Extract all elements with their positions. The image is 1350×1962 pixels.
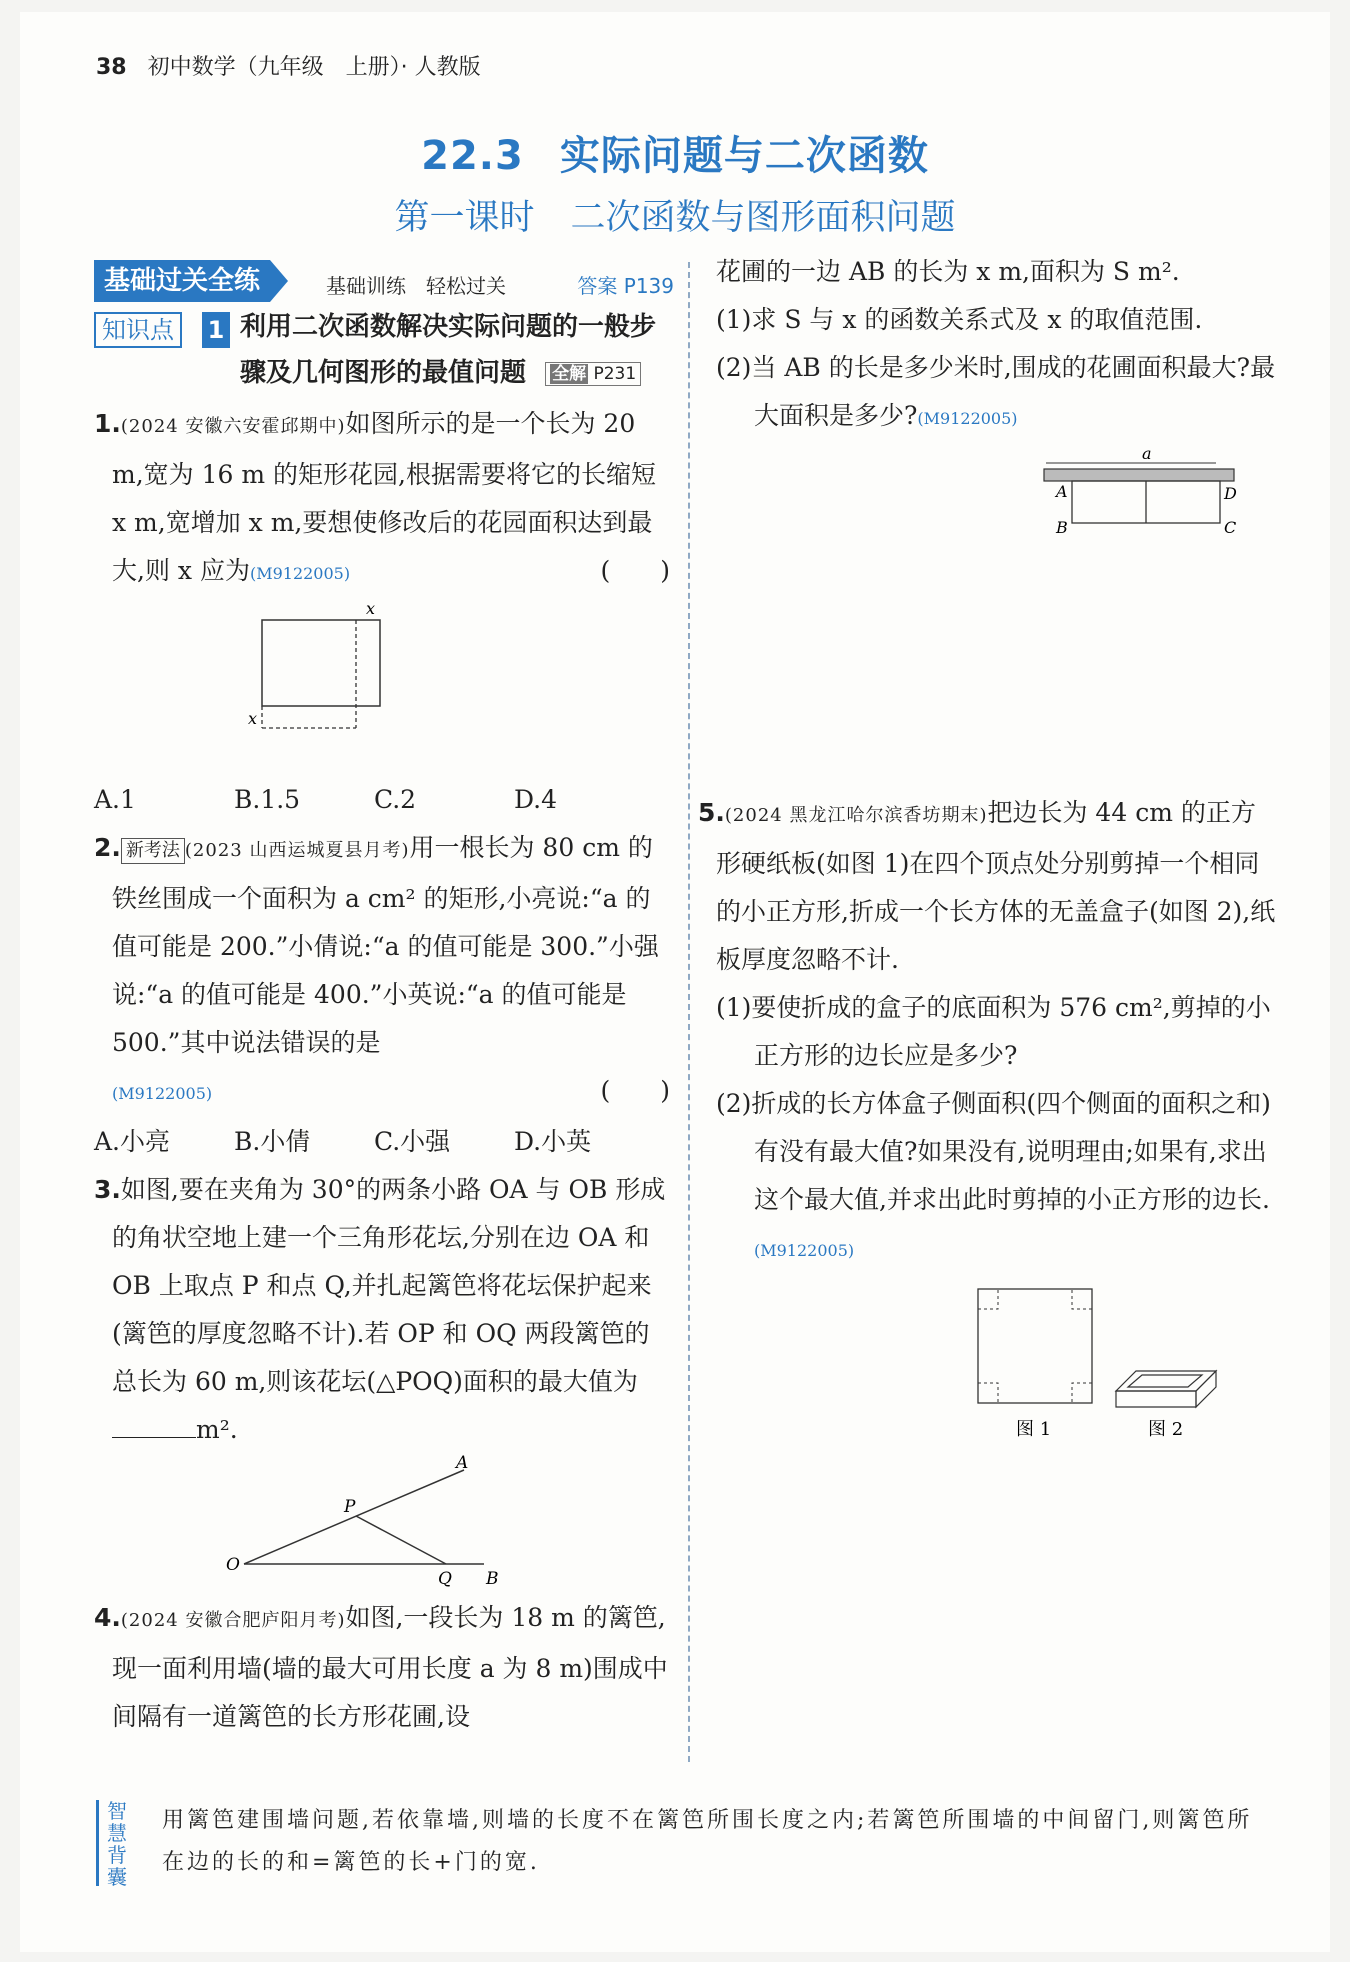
question-5-part-1: (1)要使折成的盒子的底面积为 576 cm²,剪掉的小正方形的边长应是多少? xyxy=(716,993,1271,1070)
svg-text:A: A xyxy=(1056,482,1068,501)
option-a[interactable]: A.小亮 xyxy=(94,1127,171,1156)
ray-oa xyxy=(244,1470,464,1564)
full-solution-ref: 全解 P231 xyxy=(545,362,641,386)
lesson-label: 第一课时 xyxy=(394,198,535,238)
knowledge-badge: 知识点 xyxy=(94,312,182,348)
options-2 xyxy=(94,1118,674,1166)
open-box xyxy=(1116,1371,1216,1407)
question-2: 2. 新考法 (2023 山西运城夏县月考)用一根长为 80 cm 的铁丝围成一个面积为 a cm² 的矩形,小亮说:“a 的值可能是 200.”小倩说:“a 的值可能是 300.”小强说:“a 的值可能是 400.”小英说:“a 的值可能是 500.”其中说法错误的是 (M9122005) ( ) xyxy=(94,824,674,1118)
svg-text:a: a xyxy=(1142,444,1152,463)
answer-paren: ( ) xyxy=(600,556,670,585)
question-code: (M9122005) xyxy=(249,564,351,583)
question-text: 如图所示的是一个长为 20 m,宽为 16 m 的矩形花园,根据需要将它的长缩短 x m,宽增加 x m,要想使修改后的花园面积达到最大,则 x 应为 xyxy=(112,409,656,585)
question-3: 3.如图,要在夹角为 30°的两条小路 OA 与 OB 形成的角状空地上建一个三角形花坛,分别在边 OA 和 OB 上取点 P 和点 Q,并扎起篱笆将花坛保护起来(篱笆的厚度忽略不计).若 OP 和 OQ 两段篱笆的总长为 60 m,则该花坛(△POQ)面积的最大值为m². xyxy=(94,1175,666,1444)
question-source: (2024 黑龙江哈尔滨香坊期末) xyxy=(724,805,988,826)
svg-text:B: B xyxy=(486,1569,499,1589)
lesson-topic: 二次函数与图形面积问题 xyxy=(570,198,956,238)
figure-1-label: 图 1 xyxy=(1016,1419,1052,1440)
svg-text:O: O xyxy=(226,1555,240,1575)
question-4-continued: 花圃的一边 AB 的长为 x m,面积为 S m². xyxy=(716,257,1180,286)
question-text: 用一根长为 80 cm 的铁丝围成一个面积为 a cm² 的矩形,小亮说:“a 的值可能是 200.”小倩说:“a 的值可能是 300.”小强说:“a 的值可能是 400.”小英说:“a 的值可能是 500.”其中说法错误的是 xyxy=(112,833,659,1057)
question-text: 把边长为 44 cm 的正方形硬纸板(如图 1)在四个顶点处分别剪掉一个相同的小正方形,折成一个长方体的无盖盒子(如图 2),纸板厚度忽略不计. xyxy=(716,798,1276,974)
tip-text: 用篱笆建围墙问题,若依靠墙,则墙的长度不在篱笆所围长度之内;若篱笆所围墙的中间留门,则篱笆所在边的长的和=篱笆的长+门的宽. xyxy=(162,1808,1253,1875)
square-board xyxy=(978,1289,1092,1403)
lesson-title xyxy=(0,190,1350,240)
column-divider xyxy=(688,262,690,1762)
question-code: (M9122005) xyxy=(917,409,1018,428)
figure-garden-wall xyxy=(716,443,1276,553)
answer-paren: ( ) xyxy=(600,1076,670,1105)
question-source: (2024 安徽六安霍邱期中) xyxy=(120,416,346,437)
svg-text:D: D xyxy=(1224,484,1237,503)
option-c[interactable]: C.2 xyxy=(374,785,417,814)
answer-reference: 答案 P139 xyxy=(577,274,674,298)
knowledge-number: 1 xyxy=(202,312,230,348)
section-name: 实际问题与二次函数 xyxy=(559,133,929,179)
option-d[interactable]: D.4 xyxy=(514,785,558,814)
tip-label: 智慧背囊 xyxy=(96,1800,135,1886)
right-column xyxy=(698,248,1276,1455)
new-method-tag: 新考法 xyxy=(121,838,185,864)
knowledge-text: 利用二次函数解决实际问题的一般步骤及几何图形的最值问题 全解 P231 xyxy=(240,312,657,388)
figure-2-label: 图 2 xyxy=(1148,1419,1184,1440)
option-a[interactable]: A.1 xyxy=(94,785,136,814)
label-x-top: x xyxy=(366,599,376,618)
question-1: 1.(2024 安徽六安霍邱期中)如图所示的是一个长为 20 m,宽为 16 m 的矩形花园,根据需要将它的长缩短 x m,宽增加 x m,要想使修改后的花园面积达到最大,则 x 应为(M9122005) ( ) xyxy=(94,400,674,598)
option-b[interactable]: B.小倩 xyxy=(234,1127,311,1156)
answer-blank[interactable] xyxy=(112,1409,196,1438)
section-title xyxy=(0,124,1350,181)
banner-tag: 基础过关全练 xyxy=(94,260,270,302)
page-number: 38 xyxy=(96,55,127,80)
question-4-part-1: (1)求 S 与 x 的函数关系式及 x 的取值范围. xyxy=(716,305,1203,334)
svg-text:P: P xyxy=(344,1497,356,1517)
question-5: 5.(2024 黑龙江哈尔滨香坊期末)把边长为 44 cm 的正方形硬纸板(如图 1)在四个顶点处分别剪掉一个相同的小正方形,折成一个长方体的无盖盒子(如图 2),纸板厚度忽略不计. xyxy=(698,798,1276,974)
question-text: 如图,一段长为 18 m 的篱笆,现一面利用墙(墙的最大可用长度 a 为 8 m)围成中间隔有一道篱笆的长方形花圃,设 xyxy=(112,1603,668,1731)
left-column xyxy=(94,256,674,1741)
svg-text:Q: Q xyxy=(438,1569,452,1589)
question-source: (2024 安徽合肥庐阳月考) xyxy=(120,1610,346,1631)
segment-pq xyxy=(356,1516,446,1564)
label-x-left: x xyxy=(248,709,258,728)
garden-rect xyxy=(262,620,380,706)
figure-angle-triangle xyxy=(94,1454,674,1594)
question-4: 4.(2024 安徽合肥庐阳月考)如图,一段长为 18 m 的篱笆,现一面利用墙(墙的最大可用长度 a 为 8 m)围成中间隔有一道篱笆的长方形花圃,设 xyxy=(94,1603,668,1731)
option-b[interactable]: B.1.5 xyxy=(234,785,301,814)
option-c[interactable]: C.小强 xyxy=(374,1127,451,1156)
question-source: (2023 山西运城夏县月考) xyxy=(184,840,410,861)
exercise-banner xyxy=(94,256,674,304)
svg-text:C: C xyxy=(1224,518,1237,537)
wall xyxy=(1044,469,1234,481)
banner-subtitle: 基础训练 轻松过关 xyxy=(326,274,506,298)
question-code: (M9122005) xyxy=(112,1084,213,1103)
figure-rectangle-garden xyxy=(94,598,674,776)
figure-box xyxy=(716,1275,1276,1455)
question-text: 如图,要在夹角为 30°的两条小路 OA 与 OB 形成的角状空地上建一个三角形花坛,分别在边 OA 和 OB 上取点 P 和点 Q,并扎起篱笆将花坛保护起来(篱笆的厚度忽略不计).若 OP 和 OQ 两段篱笆的总长为 60 m,则该花坛(△POQ)面积的最大值为 xyxy=(112,1175,666,1396)
book-title: 初中数学（九年级 上册）· 人教版 xyxy=(147,55,481,80)
svg-text:A: A xyxy=(456,1454,469,1473)
page-header xyxy=(96,50,481,81)
question-code: (M9122005) xyxy=(754,1241,855,1260)
svg-text:B: B xyxy=(1056,518,1068,537)
question-5-part-2: (2)折成的长方体盒子侧面积(四个侧面的面积之和)有没有最大值?如果没有,说明理由;如果有,求出这个最大值,并求出此时剪掉的小正方形的边长.(M9122005) xyxy=(716,1089,1271,1260)
tip-box xyxy=(96,1800,1276,1896)
section-number: 22.3 xyxy=(421,133,524,179)
option-d[interactable]: D.小英 xyxy=(514,1127,592,1156)
options-1 xyxy=(94,776,674,824)
question-4-part-2: (2)当 AB 的长是多少米时,围成的花圃面积最大?最大面积是多少?(M9122005) xyxy=(716,353,1276,430)
knowledge-point xyxy=(94,304,674,400)
